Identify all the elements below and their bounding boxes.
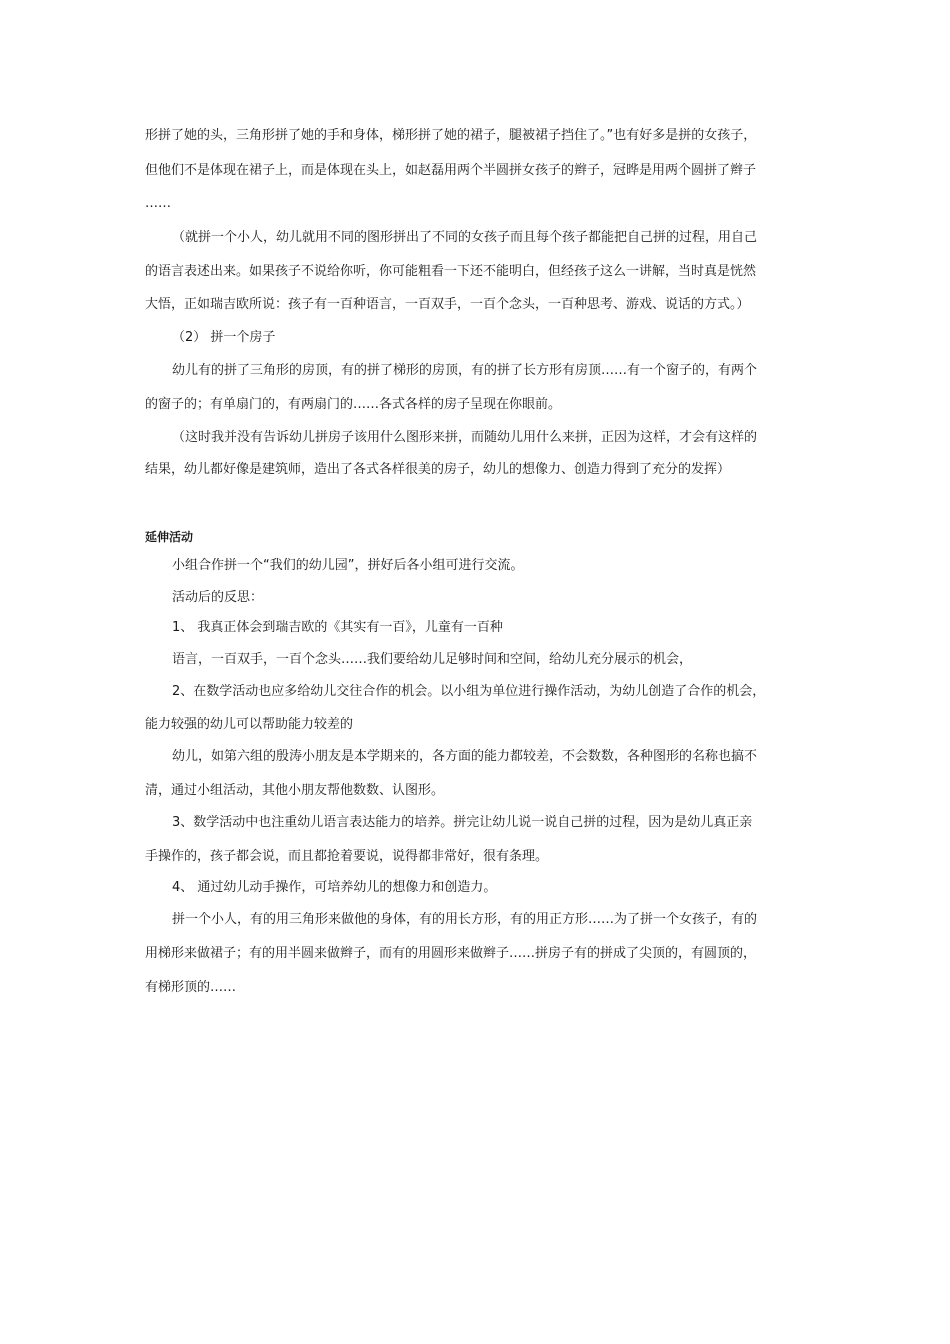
paragraph-line: 小组合作拼一个“我们的幼儿园”，拼好后各小组可进行交流。 xyxy=(172,558,524,573)
paragraph-line: 有梯形顶的…… xyxy=(145,980,237,995)
paragraph-line: （这时我并没有告诉幼儿拼房子该用什么图形来拼，而随幼儿用什么来拼，正因为这样，才会有这样的 xyxy=(172,430,758,445)
paragraph-line: 的窗子的；有单扇门的，有两扇门的……各式各样的房子呈现在你眼前。 xyxy=(145,397,562,412)
paragraph-line: …… xyxy=(145,196,171,211)
paragraph-line: 清，通过小组活动，其他小朋友帮他数数、认图形。 xyxy=(145,783,445,798)
paragraph-line: 形拼了她的头，三角形拼了她的手和身体，梯形拼了她的裙子，腿被裙子挡住了。”也有好多是拼的女孩子， xyxy=(145,128,757,143)
list-item: 4、 通过幼儿动手操作，可培养幼儿的想像力和创造力。 xyxy=(172,880,497,895)
paragraph-line: 幼儿，如第六组的殷涛小朋友是本学期来的，各方面的能力都较差，不会数数，各种图形的名称也搞不 xyxy=(172,749,758,764)
paragraph-line: 语言，一百双手，一百个念头……我们要给幼儿足够时间和空间，给幼儿充分展示的机会， xyxy=(172,652,693,667)
paragraph-line: 结果，幼儿都好像是建筑师，造出了各式各样很美的房子，幼儿的想像力、创造力得到了充分的发挥） xyxy=(145,462,731,477)
paragraph-line: 的语言表述出来。如果孩子不说给你听，你可能粗看一下还不能明白，但经孩子这么一讲解，当时真是恍然 xyxy=(145,264,757,279)
paragraph-line: 能力较强的幼儿可以帮助能力较差的 xyxy=(145,717,354,732)
paragraph-line: （就拼一个小人，幼儿就用不同的图形拼出了不同的女孩子而且每个孩子都能把自己拼的过程，用自己 xyxy=(172,230,758,245)
list-item: 1、 我真正体会到瑞吉欧的《其实有一百》，儿童有一百种 xyxy=(172,620,503,635)
paragraph-line: 手操作的，孩子都会说，而且都抢着要说，说得都非常好，很有条理。 xyxy=(145,849,549,864)
list-item: 3、数学活动中也注重幼儿语言表达能力的培养。拼完让幼儿说一说自己拼的过程，因为是幼儿真正亲 xyxy=(172,815,753,830)
list-item: 2、在数学活动也应多给幼儿交往合作的机会。以小组为单位进行操作活动，为幼儿创造了合作的机会， xyxy=(172,684,766,699)
paragraph-line: 但他们不是体现在裙子上，而是体现在头上，如赵磊用两个半圆拼女孩子的辫子，冠晔是用两个圆拼了辫子 xyxy=(145,163,757,178)
paragraph-line: 大悟，正如瑞吉欧所说：孩子有一百种语言，一百双手，一百个念头，一百种思考、游戏、说话的方式。） xyxy=(145,297,750,312)
paragraph-line: 拼一个小人，有的用三角形来做他的身体，有的用长方形，有的用正方形……为了拼一个女孩子，有的 xyxy=(172,912,758,927)
paragraph-line: 用梯形来做裙子；有的用半圆来做辫子，而有的用圆形来做辫子……拼房子有的拼成了尖顶的，有圆顶的， xyxy=(145,946,757,961)
paragraph-line: 幼儿有的拼了三角形的房顶，有的拼了梯形的房顶，有的拼了长方形有房顶……有一个窗子的，有两个 xyxy=(172,363,758,378)
section-heading: 延伸活动 xyxy=(145,530,194,544)
section-subheading: （2） 拼一个房子 xyxy=(172,330,276,345)
paragraph-line: 活动后的反思： xyxy=(172,590,264,605)
